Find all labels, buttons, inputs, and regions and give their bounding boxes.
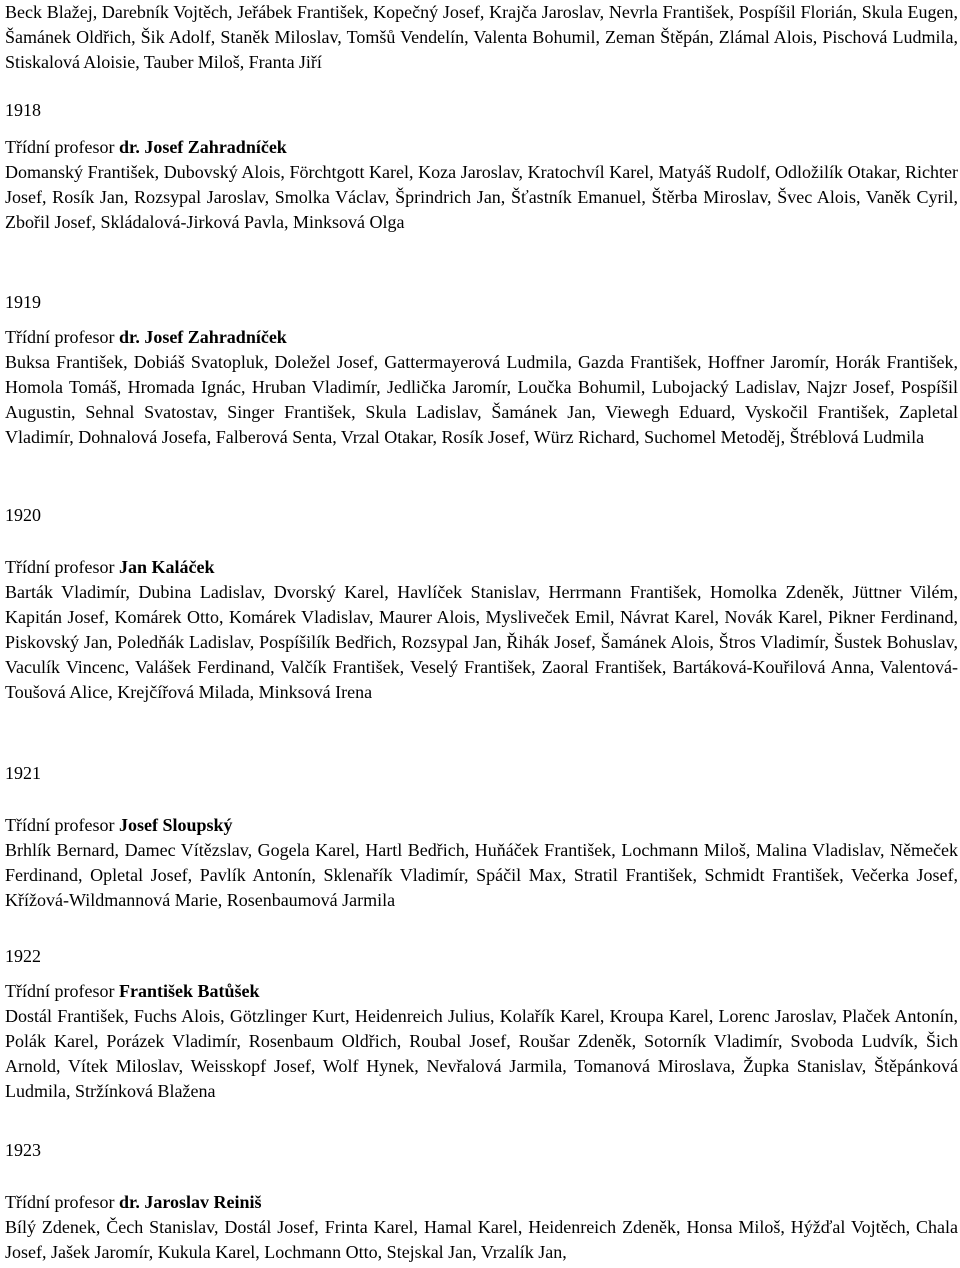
student-list: Bílý Zdenek, Čech Stanislav, Dostál Josef, Frinta Karel, Hamal Karel, Heidenreich Zdeněk, Honsa Miloš, Hýžďal Vojtěch, Chala Josef, Jašek Jaromír, Kukula Karel, Lochmann Otto, Stejskal Jan, Vrzalík Jan, [5, 1217, 958, 1262]
class-teacher-label: Třídní profesor [5, 137, 115, 157]
class-teacher-label: Třídní profesor [5, 327, 115, 347]
student-list: Domanský František, Dubovský Alois, Förchtgott Karel, Koza Jaroslav, Kratochvíl Karel, Matyáš Rudolf, Odložilík Otakar, Richter Josef, Rosík Jan, Rozsypal Jaroslav, Smolka Václav, Šprindrich Jan, Šťastník Emanuel, Štěrba Miroslav, Švec Alois, Vaněk Cyril, Zbořil Josef, Skládalová-Jirková Pavla, Minksová Olga [5, 162, 958, 232]
section-1918 [5, 98, 958, 235]
class-teacher-line [5, 1190, 958, 1215]
year-heading: 1922 [5, 946, 41, 966]
year-heading: 1921 [5, 763, 41, 783]
student-list: Barták Vladimír, Dubina Ladislav, Dvorský Karel, Havlíček Stanislav, Herrmann František, Homolka Zdeněk, Jüttner Vilém, Kapitán Josef, Komárek Otto, Komárek Vladislav, Maurer Alois, Mysliveček Emil, Návrat Karel, Novák Karel, Pikner Ferdinand, Piskovský Jan, Poledňák Ladislav, Pospíšilík Bedřich, Rozsypal Jan, Řihák Josef, Šamánek Alois, Štros Vladimír, Šustek Bohuslav, Vaculík Vincenc, Valášek Ferdinand, Valčík František, Veselý František, Zaoral František, Bartáková-Kouřilová Anna, Valentová-Toušová Alice, Krejčířová Milada, Minksová Irena [5, 582, 958, 702]
section-1921 [5, 761, 958, 913]
class-teacher-name: dr. Josef Zahradníček [118, 137, 287, 157]
class-teacher-name: dr. Josef Zahradníček [118, 327, 287, 347]
student-list: Brhlík Bernard, Damec Vítězslav, Gogela Karel, Hartl Bedřich, Huňáček František, Lochmann Miloš, Malina Vladislav, Němeček Ferdinand, Opletal Josef, Pavlík Antonín, Sklenařík Vladimír, Spáčil Max, Stratil František, Schmidt František, Večerka Josef, Křížová-Wildmannová Marie, Rosenbaumová Jarmila [5, 840, 958, 910]
class-teacher-label: Třídní profesor [5, 815, 115, 835]
class-teacher-line [5, 979, 958, 1004]
class-teacher-label: Třídní profesor [5, 981, 115, 1001]
intro-student-list: Beck Blažej, Darebník Vojtěch, Jeřábek František, Kopečný Josef, Krajča Jaroslav, Nevrla František, Pospíšil Florián, Skula Eugen, Šamánek Oldřich, Šik Adolf, Staněk Miloslav, Tomšů Vendelín, Valenta Bohumil, Zeman Štěpán, Zlámal Alois, Pischová Ludmila, Stiskalová Aloisie, Tauber Miloš, Franta Jiří [5, 2, 958, 72]
class-teacher-line [5, 813, 958, 838]
class-teacher-name: František Batůšek [118, 981, 260, 1001]
class-teacher-line [5, 325, 958, 350]
student-list: Dostál František, Fuchs Alois, Götzlinger Kurt, Heidenreich Julius, Kolařík Karel, Kroupa Karel, Lorenc Jaroslav, Plaček Antonín, Polák Karel, Porázek Vladimír, Rosenbaum Oldřich, Roubal Josef, Roušar Zdeněk, Sotorník Vladimír, Svoboda Ludvík, Šich Arnold, Vítek Miloslav, Weisskopf Josef, Wolf Hynek, Nevřalová Jarmila, Tomanová Miroslava, Župka Stanislav, Štěpánková Ludmila, Stržínková Blažena [5, 1006, 958, 1101]
section-1919 [5, 290, 958, 450]
year-heading: 1923 [5, 1140, 41, 1160]
class-teacher-line [5, 135, 958, 160]
year-heading: 1918 [5, 100, 41, 120]
section-1923 [5, 1138, 958, 1265]
class-teacher-label: Třídní profesor [5, 1192, 115, 1212]
year-heading: 1920 [5, 505, 41, 525]
class-teacher-name: Josef Sloupský [118, 815, 233, 835]
class-teacher-line [5, 555, 958, 580]
section-1920 [5, 503, 958, 705]
class-teacher-label: Třídní profesor [5, 557, 115, 577]
class-teacher-name: Jan Kaláček [118, 557, 215, 577]
section-1922 [5, 944, 958, 1104]
year-heading: 1919 [5, 292, 41, 312]
student-list: Buksa František, Dobiáš Svatopluk, Doležel Josef, Gattermayerová Ludmila, Gazda František, Hoffner Jaromír, Horák František, Homola Tomáš, Hromada Ignác, Hruban Vladimír, Jedlička Jaromír, Loučka Bohumil, Lubojacký Ladislav, Najzr Josef, Pospíšil Augustin, Sehnal Svatostav, Singer František, Skula Ladislav, Šamánek Jan, Viewegh Eduard, Vyskočil František, Zapletal Vladimír, Dohnalová Josefa, Falberová Senta, Vrzal Otakar, Rosík Josef, Würz Richard, Suchomel Metoděj, Štréblová Ludmila [5, 352, 958, 447]
class-teacher-name: dr. Jaroslav Reiniš [118, 1192, 262, 1212]
